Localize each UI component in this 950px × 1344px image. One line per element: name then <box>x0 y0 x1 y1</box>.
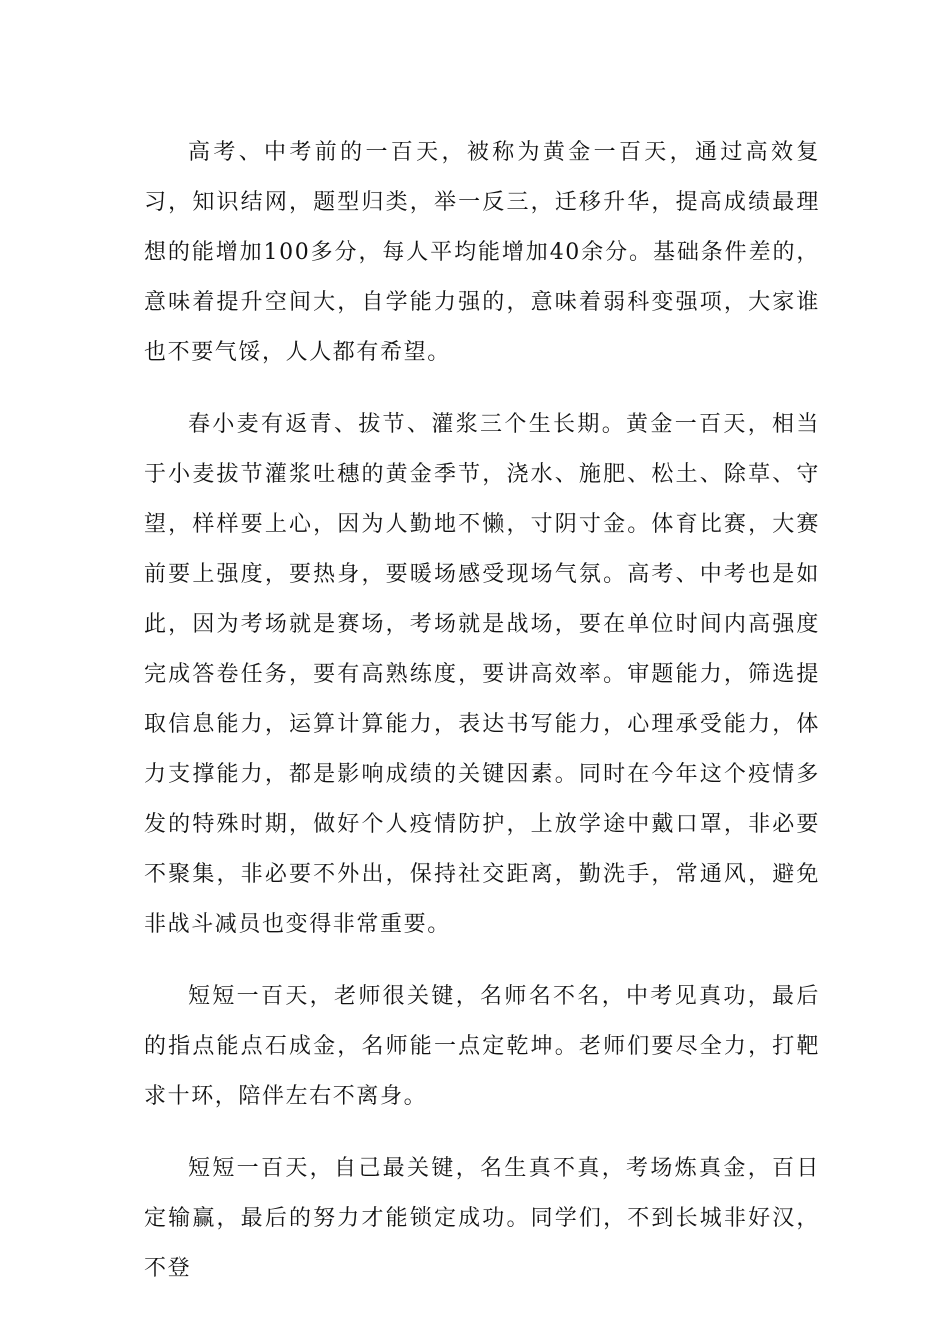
document-body <box>144 128 820 1316</box>
paragraph-4: 短短一百天，自己最关键，名生真不真，考场炼真金，百日定输赢，最后的努力才能锁定成功。同学们，不到长城非好汉，不登 <box>144 1156 820 1281</box>
paragraph-2: 春小麦有返青、拔节、灌浆三个生长期。黄金一百天，相当于小麦拔节灌浆吐穗的黄金季节，浇水、施肥、松土、除草、守望，样样要上心，因为人勤地不懒，寸阴寸金。体育比赛，大赛前要上强度，要热身，要暖场感受现场气氛。高考、中考也是如此，因为考场就是赛场，考场就是战场，要在单位时间内高强度完成答卷任务，要有高熟练度，要讲高效率。审题能力，筛选提取信息能力，运算计算能力，表达书写能力，心理承受能力，体力支撑能力，都是影响成绩的关键因素。同时在今年这个疫情多发的特殊时期，做好个人疫情防护，上放学途中戴口罩，非必要不聚集，非必要不外出，保持社交距离，勤洗手，常通风，避免非战斗减员也变得非常重要。 <box>144 412 820 937</box>
paragraph-3: 短短一百天，老师很关键，名师名不名，中考见真功，最后的指点能点石成金，名师能一点定乾坤。老师们要尽全力，打靶求十环，陪伴左右不离身。 <box>144 984 820 1109</box>
paragraph-1: 高考、中考前的一百天，被称为黄金一百天，通过高效复习，知识结网，题型归类，举一反三，迁移升华，提高成绩最理想的能增加100多分，每人平均能增加40余分。基础条件差的，意味着提升空间大，自学能力强的，意味着弱科变强项，大家谁也不要气馁，人人都有希望。 <box>144 140 820 365</box>
